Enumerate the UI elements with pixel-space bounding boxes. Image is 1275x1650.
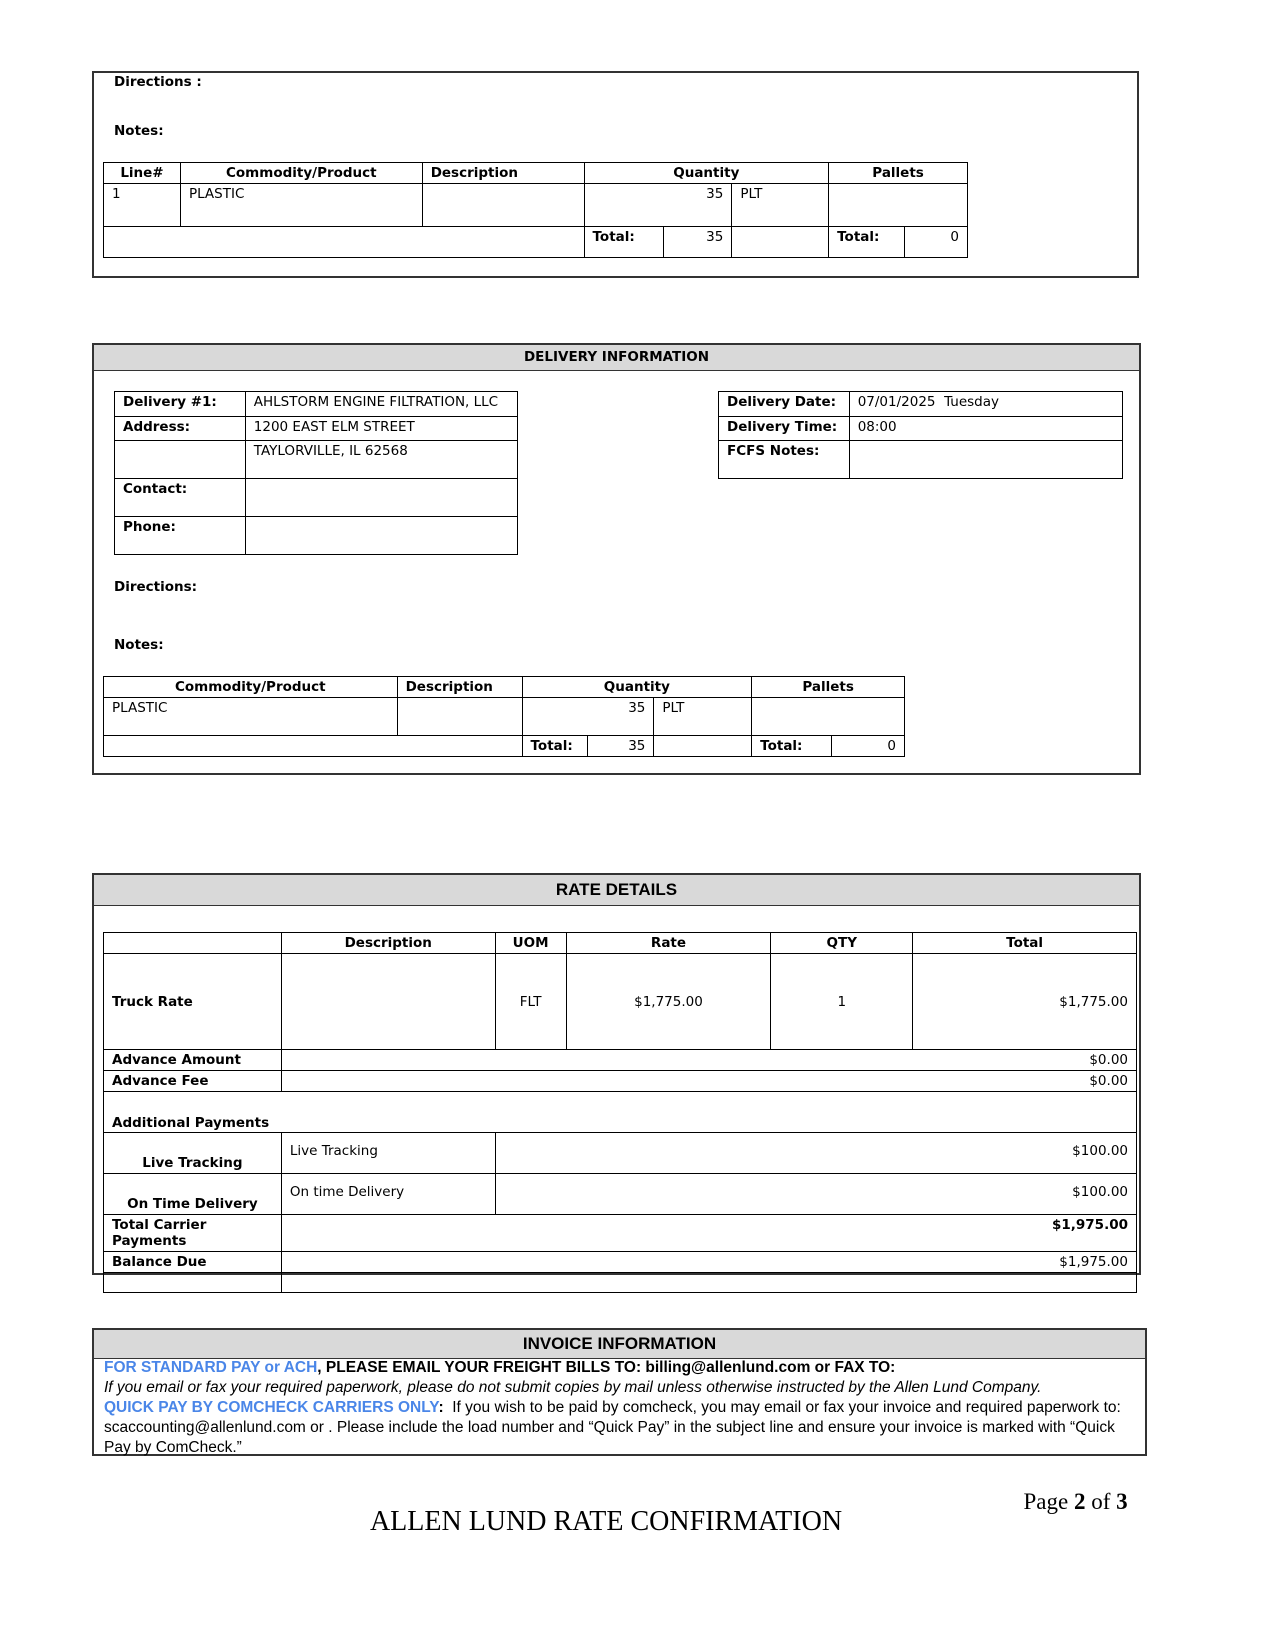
row-pallets (752, 698, 905, 736)
email-instructions: , PLEASE EMAIL YOUR FREIGHT BILLS TO: billing@allenlund.com or FAX TO: (317, 1359, 896, 1376)
advance-fee-value: $0.00 (281, 1071, 1136, 1092)
total-spacer (104, 227, 585, 258)
delivery-notes-label: Notes: (114, 637, 164, 653)
rate-col-qty: QTY (771, 933, 913, 954)
balance-due-value: $1,975.00 (281, 1252, 1136, 1273)
rate-header: RATE DETAILS (94, 875, 1139, 906)
truck-rate-qty: 1 (771, 954, 913, 1050)
row-unit: PLT (654, 698, 752, 736)
total-qty-label: Total: (584, 227, 664, 258)
delivery-address-table (114, 391, 518, 555)
total-pallets: 0 (832, 736, 905, 757)
row-pallets (829, 184, 968, 227)
additional-payments-text: Additional Payments (112, 1115, 270, 1131)
invoice-standard-pay-line (104, 1358, 1140, 1378)
balance-due-label: Balance Due (104, 1252, 282, 1273)
quick-pay-heading: QUICK PAY BY COMCHECK CARRIERS ONLY (104, 1399, 439, 1416)
row-unit: PLT (732, 184, 829, 227)
delivery-date-label: Delivery Date: (719, 392, 850, 417)
delivery-directions-label: Directions: (114, 579, 198, 595)
advance-fee-label: Advance Fee (104, 1071, 282, 1092)
row-qty: 35 (584, 184, 732, 227)
on-time-delivery-total: $100.00 (495, 1174, 1136, 1215)
col-pallets: Pallets (752, 677, 905, 698)
rate-table (103, 932, 1137, 1293)
row-description (422, 184, 584, 227)
rate-col-rate: Rate (566, 933, 771, 954)
document-title: ALLEN LUND RATE CONFIRMATION (369, 1506, 843, 1537)
total-pallets: 0 (905, 227, 968, 258)
row-commodity: PLASTIC (180, 184, 422, 227)
rate-empty-row-label (104, 1273, 282, 1293)
delivery-date-value: 07/01/2025 Tuesday (849, 392, 1122, 417)
col-description: Description (397, 677, 522, 698)
col-line: Line# (104, 163, 181, 184)
phone-value (245, 517, 517, 555)
pickup-notes-label: Notes: (114, 123, 164, 139)
rate-col-description: Description (281, 933, 495, 954)
total-qty: 35 (588, 736, 654, 757)
col-commodity: Commodity/Product (104, 677, 398, 698)
delivery-time-label: Delivery Time: (719, 417, 850, 441)
total-pallets-label: Total: (829, 227, 905, 258)
row-commodity: PLASTIC (104, 698, 398, 736)
page-current: 2 (1073, 1489, 1086, 1514)
truck-rate-rate: $1,775.00 (566, 954, 771, 1050)
rate-col-empty (104, 933, 282, 954)
total-unit-empty (654, 736, 752, 757)
on-time-delivery-description: On time Delivery (281, 1174, 495, 1215)
invoice-body (104, 1358, 1140, 1458)
on-time-delivery-label: On Time Delivery (104, 1174, 282, 1215)
total-qty-label: Total: (522, 736, 588, 757)
invoice-italic-note: If you email or fax your required paperwork, please do not submit copies by mail unless otherwise instructed by the Allen Lund Company. (104, 1379, 1042, 1396)
address-label-empty (115, 441, 246, 479)
total-carrier-payments-label: Total Carrier Payments (104, 1215, 282, 1252)
delivery-header: DELIVERY INFORMATION (94, 345, 1139, 371)
page-prefix: Page (1023, 1489, 1074, 1514)
col-quantity: Quantity (584, 163, 829, 184)
truck-rate-total: $1,775.00 (913, 954, 1137, 1050)
col-quantity: Quantity (522, 677, 752, 698)
truck-rate-label: Truck Rate (104, 954, 282, 1050)
row-description (397, 698, 522, 736)
rate-col-uom: UOM (495, 933, 566, 954)
pickup-directions-label: Directions : (114, 74, 202, 90)
live-tracking-description: Live Tracking (281, 1133, 495, 1174)
invoice-header: INVOICE INFORMATION (94, 1330, 1145, 1359)
total-qty: 35 (664, 227, 732, 258)
quick-pay-text: If you wish to be paid by comcheck, you may email or fax your invoice and required paperwork to: scaccounting@allenlund.com or . Please include the load number and “Quick Pay” in the subject line and ensure your invoice is marked with “Quick Pay by ComCheck.” (104, 1399, 1126, 1456)
live-tracking-label: Live Tracking (104, 1133, 282, 1174)
additional-payments-label (104, 1092, 1137, 1133)
advance-amount-value: $0.00 (281, 1050, 1136, 1071)
delivery-name: AHLSTORM ENGINE FILTRATION, LLC (245, 392, 517, 417)
truck-rate-uom: FLT (495, 954, 566, 1050)
row-qty: 35 (522, 698, 654, 736)
col-description: Description (422, 163, 584, 184)
fcfs-notes-label: FCFS Notes: (719, 441, 850, 479)
address-line2: TAYLORVILLE, IL 62568 (245, 441, 517, 479)
contact-label: Contact: (115, 479, 246, 517)
total-unit-empty (732, 227, 829, 258)
pickup-commodity-table (103, 162, 968, 258)
truck-rate-description (281, 954, 495, 1050)
page-total: 3 (1116, 1489, 1128, 1514)
delivery-number-label: Delivery #1: (115, 392, 246, 417)
live-tracking-total: $100.00 (495, 1133, 1136, 1174)
total-carrier-payments-value: $1,975.00 (281, 1215, 1136, 1252)
row-line: 1 (104, 184, 181, 227)
total-pallets-label: Total: (752, 736, 832, 757)
address-line1: 1200 EAST ELM STREET (245, 417, 517, 441)
col-pallets: Pallets (829, 163, 968, 184)
delivery-time-value: 08:00 (849, 417, 1122, 441)
invoice-quick-pay (104, 1398, 1140, 1458)
quick-pay-colon: : (438, 1399, 444, 1416)
rate-empty-row-value (281, 1273, 1136, 1293)
rate-col-total: Total (913, 933, 1137, 954)
contact-value (245, 479, 517, 517)
phone-label: Phone: (115, 517, 246, 555)
advance-amount-label: Advance Amount (104, 1050, 282, 1071)
total-spacer (104, 736, 523, 757)
standard-pay-heading: FOR STANDARD PAY or ACH (104, 1359, 318, 1376)
delivery-schedule-table (718, 391, 1123, 479)
page-of: of (1085, 1489, 1117, 1514)
address-label: Address: (115, 417, 246, 441)
delivery-commodity-table (103, 676, 905, 757)
fcfs-notes-value (849, 441, 1122, 479)
col-commodity: Commodity/Product (180, 163, 422, 184)
